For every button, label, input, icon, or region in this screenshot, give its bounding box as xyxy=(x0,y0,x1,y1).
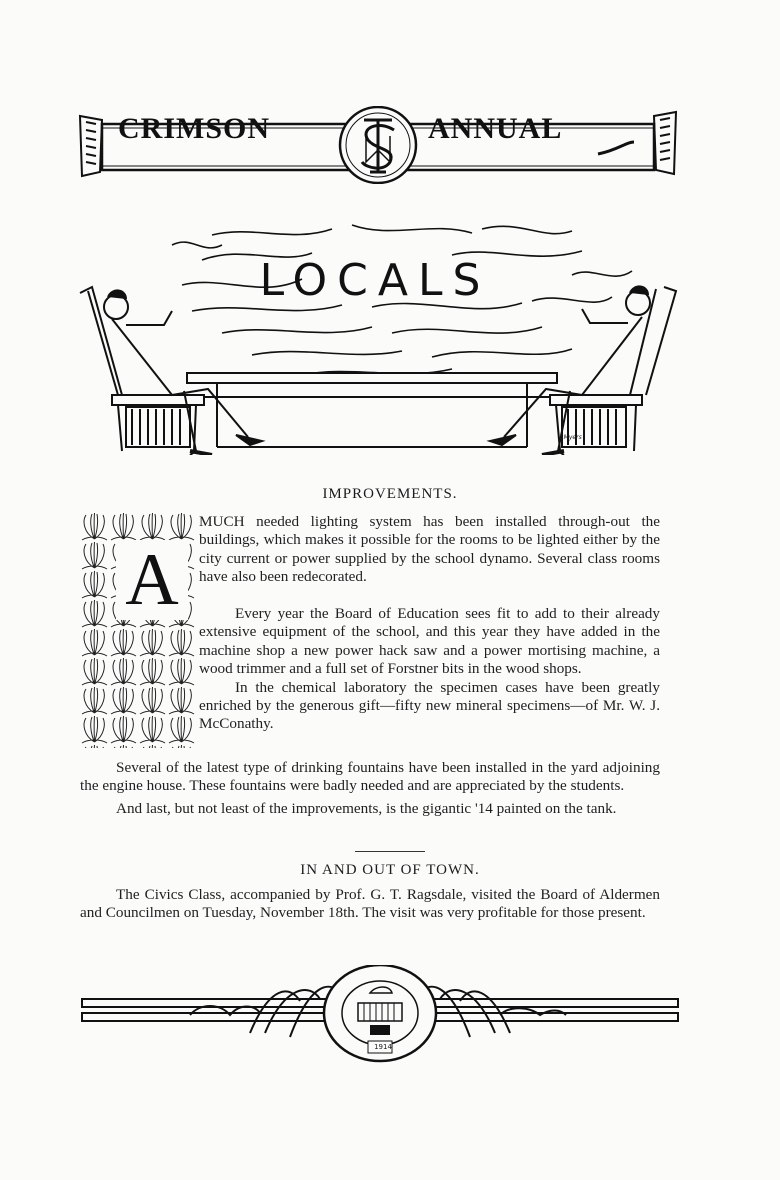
paragraph-fountains: Several of the latest type of drinking fountains have been installed in the yard adjoining the engine house. These fountains were badly needed and are appreciated by the students. xyxy=(80,759,660,795)
paragraph-laboratory: In the chemical laboratory the specimen cases have been greatly enriched by the generous gift—fifty new mineral specimens—of Mr. W. J. McConathy. xyxy=(199,678,660,733)
improvements-full-text xyxy=(80,759,660,818)
paragraph-equipment: Every year the Board of Education sees fit to add to their already extensive equipment of the school, and this year they have added in the machine shop a new power hack saw and a power mortising machine, a wood trimmer and a full set of Forstner bits in the wood shops. xyxy=(199,605,660,678)
section-heading-town: IN AND OUT OF TOWN. xyxy=(300,862,480,878)
paragraph-tank: And last, but not least of the improvements, is the gigantic '14 painted on the tank. xyxy=(116,799,617,817)
left-smoker xyxy=(80,287,262,455)
masthead-right-word: ANNUAL xyxy=(428,112,563,145)
right-smoker xyxy=(490,286,676,455)
artist-signature: J.Myers xyxy=(560,434,582,441)
paragraph-lighting: MUCH needed lighting system has been installed through-out the buildings, which makes it possible for the rooms to be lighted either by the city current or power supplied by the school dynamo. Several class rooms have also been redecorated. xyxy=(199,513,660,586)
locals-title: LOCALS xyxy=(259,255,491,306)
improvements-wrapped-text xyxy=(199,513,660,734)
locals-illustration xyxy=(72,215,692,455)
drop-cap-letter: A xyxy=(116,540,188,620)
section-heading-improvements: IMPROVEMENTS. xyxy=(322,486,458,502)
smokers-drawing xyxy=(72,215,692,455)
seal-year: 1914 xyxy=(374,1043,392,1051)
paragraph-civics: The Civics Class, accompanied by Prof. G. T. Ragsdale, visited the Board of Aldermen and Councilmen on Tuesday, November 18th. The visit was very profitable for those present. xyxy=(80,886,660,922)
town-text xyxy=(80,886,660,923)
section-divider xyxy=(355,851,425,852)
masthead-left-word: CRIMSON xyxy=(118,112,271,145)
